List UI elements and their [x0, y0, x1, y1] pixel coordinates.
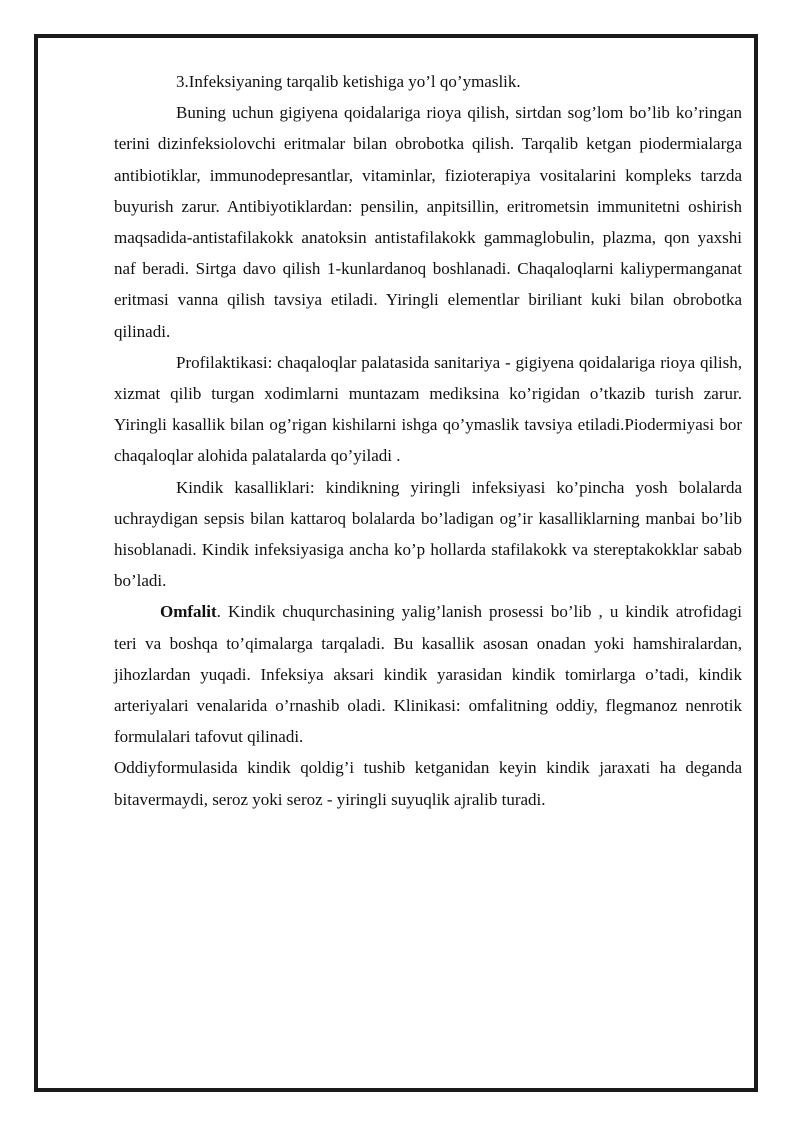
paragraph-treatment: Buning uchun gigiyena qoidalariga rioya qilish, sirtdan sog’lom bo’lib ko’ringan terini dizinfeksiolovchi eritmalar bilan obrobotka qilish. Tarqalib ketgan piodermialarga antibiotiklar, immunodepresantlar, vitaminlar, fizioterapiya vositalarini kompleks tarzda buyurish zarur. Antibiyotiklardan: pensilin, anpitsillin, eritrometsin immunitetni oshirish maqsadida-antistafilakokk anatoksin antistafilakokk gammaglobulin, plazma, qon yaxshi naf beradi. Sirtga davo qilish 1-kunlardanoq boshlanadi. Chaqaloqlarni kaliypermanganat eritmasi vanna qilish tavsiya etiladi. Yiringli elementlar biriliant kuki bilan obrobotka qilinadi.: [114, 103, 742, 341]
paragraph-prophylaxis: Profilaktikasi: chaqaloqlar palatasida sanitariya - gigiyena qoidalariga rioya qilish, xizmat qilib turgan xodimlarni muntazam mediksina ko’rigidan o’tkazib turish zarur. Yiringli kasallik bilan og’rigan kishilarni ishga qo’ymaslik tavsiya etiladi.Piodermiyasi bor chaqaloqlar alohida palatalarda qo’yiladi .: [114, 352, 742, 466]
omphalitis-description: . Kindik chuqurchasining yalig’lanish prosessi bo’lib , u kindik atrofidagi teri va boshqa to’qimalarga tarqaladi. Bu kasallik asosan onadan yoki hamshiralardan, jihozlardan yuqadi. Infeksiya aksari kindik yarasidan kindik tomirlarga o’tadi, kindik arteriyalari venalarida o’rnashib oladi. Klinikasi: omfalitning oddiy, flegmanoz nenrotik formulalari tafovut qilinadi.: [114, 602, 742, 747]
omphalitis-term: Omfalit: [160, 602, 217, 622]
paragraph-simple-form: Oddiyformulasida kindik qoldig’i tushib ketganidan keyin kindik jaraxati ha deganda bitavermaydi, seroz yoki seroz - yiringli suyuqlik ajralib turadi.: [114, 758, 742, 809]
paragraph-omphalitis: [114, 596, 742, 752]
document-body: [114, 66, 742, 815]
paragraph-umbilical-diseases: Kindik kasalliklari: kindikning yiringli infeksiyasi ko’pincha yosh bolalarda uchraydigan sepsis bilan kattaroq bolalarda bo’ladigan og’ir kasalliklarning manbai bo’lib hisoblanadi. Kindik infeksiyasiga ancha ko’p hollarda stafilakokk va stereptakokklar sabab bo’ladi.: [114, 477, 742, 591]
heading-infection-spread: 3.Infeksiyaning tarqalib ketishiga yo’l qo’ymaslik.: [176, 72, 521, 91]
